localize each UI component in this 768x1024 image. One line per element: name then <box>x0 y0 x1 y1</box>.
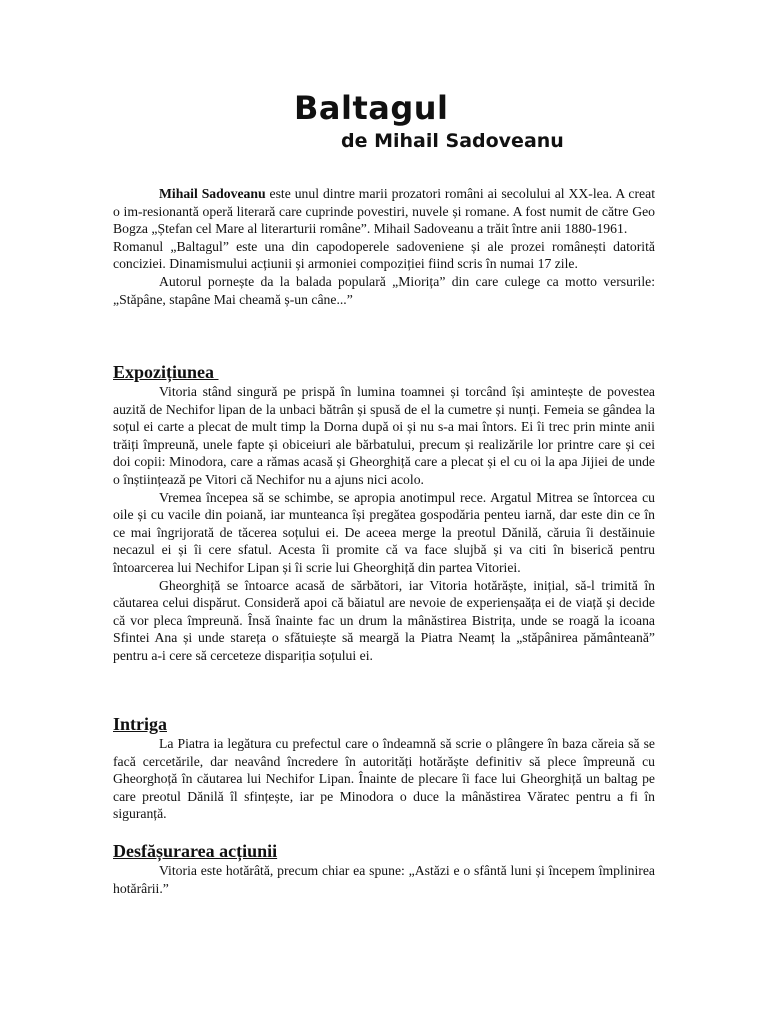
section-heading-expozitiunea: Expozițiunea <box>113 362 219 382</box>
section-heading-intriga: Intriga <box>113 714 167 734</box>
intro-paragraph-2: Romanul „Baltagul” este una din capodoperele sadoveniene și ale prozei românești datorită conciziei. Dinamismului acțiunii și armoniei compoziției fiind scris în numai 17 zile. <box>113 238 655 272</box>
intro-paragraph-3: Autorul pornește da la balada populară „Miorița” din care culege ca motto versurile: „Stăpâne, stapâne Mai cheamă ș-un câne...” <box>113 273 655 307</box>
document-title: Baltagul <box>294 89 449 127</box>
section-paragraph: Vremea începea să se schimbe, se apropia anotimpul rece. Argatul Mitrea se întorcea cu oile și cu vacile din poiană, iar munteanca își pregătea gospodăria penteu iarnă, dar este din ce în ce mai îngrijorată de tăcerea soțului ei. De aceea merge la preotul Dănilă, căruia îi destăinuie necazul ei și îi cere sfatul. Acesta îi promite că va face slujbă și va citi în biserică pentru întoarcerea lui Nechifor Lipan și îi scrie lui Gheorghiță din partea Vitoriei. <box>113 489 655 575</box>
author-name: Mihail Sadoveanu <box>159 186 266 201</box>
intro-paragraph-1-text: este unul dintre marii prozatori români ai secolului al XX-lea. A creat o im-resionantă operă literară care cuprinde povestiri, nuvele și romane. A fost numit de către Geo Bogza „Ștefan cel Mare al literarturii române”. Mihail Sadoveanu a trăit între anii 1880-1961. <box>113 186 656 237</box>
section-body-desfasurarea <box>113 862 655 897</box>
section-heading-desfasurarea: Desfășurarea acțiunii <box>113 841 278 861</box>
section-paragraph: Gheorghiță se întoarce acasă de sărbători, iar Vitoria hotărăște, inițial, să-l trimită în căutarea celui dispărut. Consideră apoi că băiatul are nevoie de experienșaăța ei de viață și decide că vor pleca împreună. Însă înainte fac un drum la mânăstirea Bistrița, unde se roagă la icoana Sfintei Ana și unde stareța o sfătuiește să meargă la Piatra Neamț la „stăpânirea pământeană” pentru a-i cere să cerceteze dispariția soțului ei. <box>113 577 655 663</box>
intro-block <box>113 185 655 308</box>
section-body-expozitiunea <box>113 383 655 665</box>
intro-paragraph-1 <box>113 185 655 238</box>
section-body-intriga <box>113 735 655 823</box>
section-paragraph: Vitoria stând singură pe prispă în lumina toamnei și torcând își amintește de povestea auzită de Nechifor lipan de la unbaci bătrân și spusă de el la cumetre și nunți. Femeia se gândea la soțul ei carte a plecat de mult timp la Dorna după oi și nu s-a mai întors. Ei îi trec prin minte anii trăiți împreună, unele fapte și obiceiuri ale bărbatului, precum și realizările lor printre care și cei doi copii: Minodora, care a rămas acasă și Gheorghiță care a plecat și el cu oi la apa Jijiei de unde o înștiințează pe Vitori că Nechifor nu a ajuns nici acolo. <box>113 384 655 487</box>
document-subtitle: de Mihail Sadoveanu <box>341 130 564 152</box>
section-paragraph: Vitoria este hotărâtă, precum chiar ea spune: „Astăzi e o sfântă luni și începem împlinirea hotărârii.” <box>113 863 655 896</box>
section-paragraph: La Piatra ia legătura cu prefectul care o îndeamnă să scrie o plângere în baza căreia să se facă cercetările, dar neavând încredere în autorități hotărăște definitiv să plece împreună cu Gheorghoță în căutarea lui Nechifor Lipan. Înainte de plecare îi face lui Gheorghiță un baltag pe care preotul Dănilă îl sfințește, iar pe Minodora o duce la mânăstirea Văratec pentru a fi în siguranță. <box>113 736 655 822</box>
